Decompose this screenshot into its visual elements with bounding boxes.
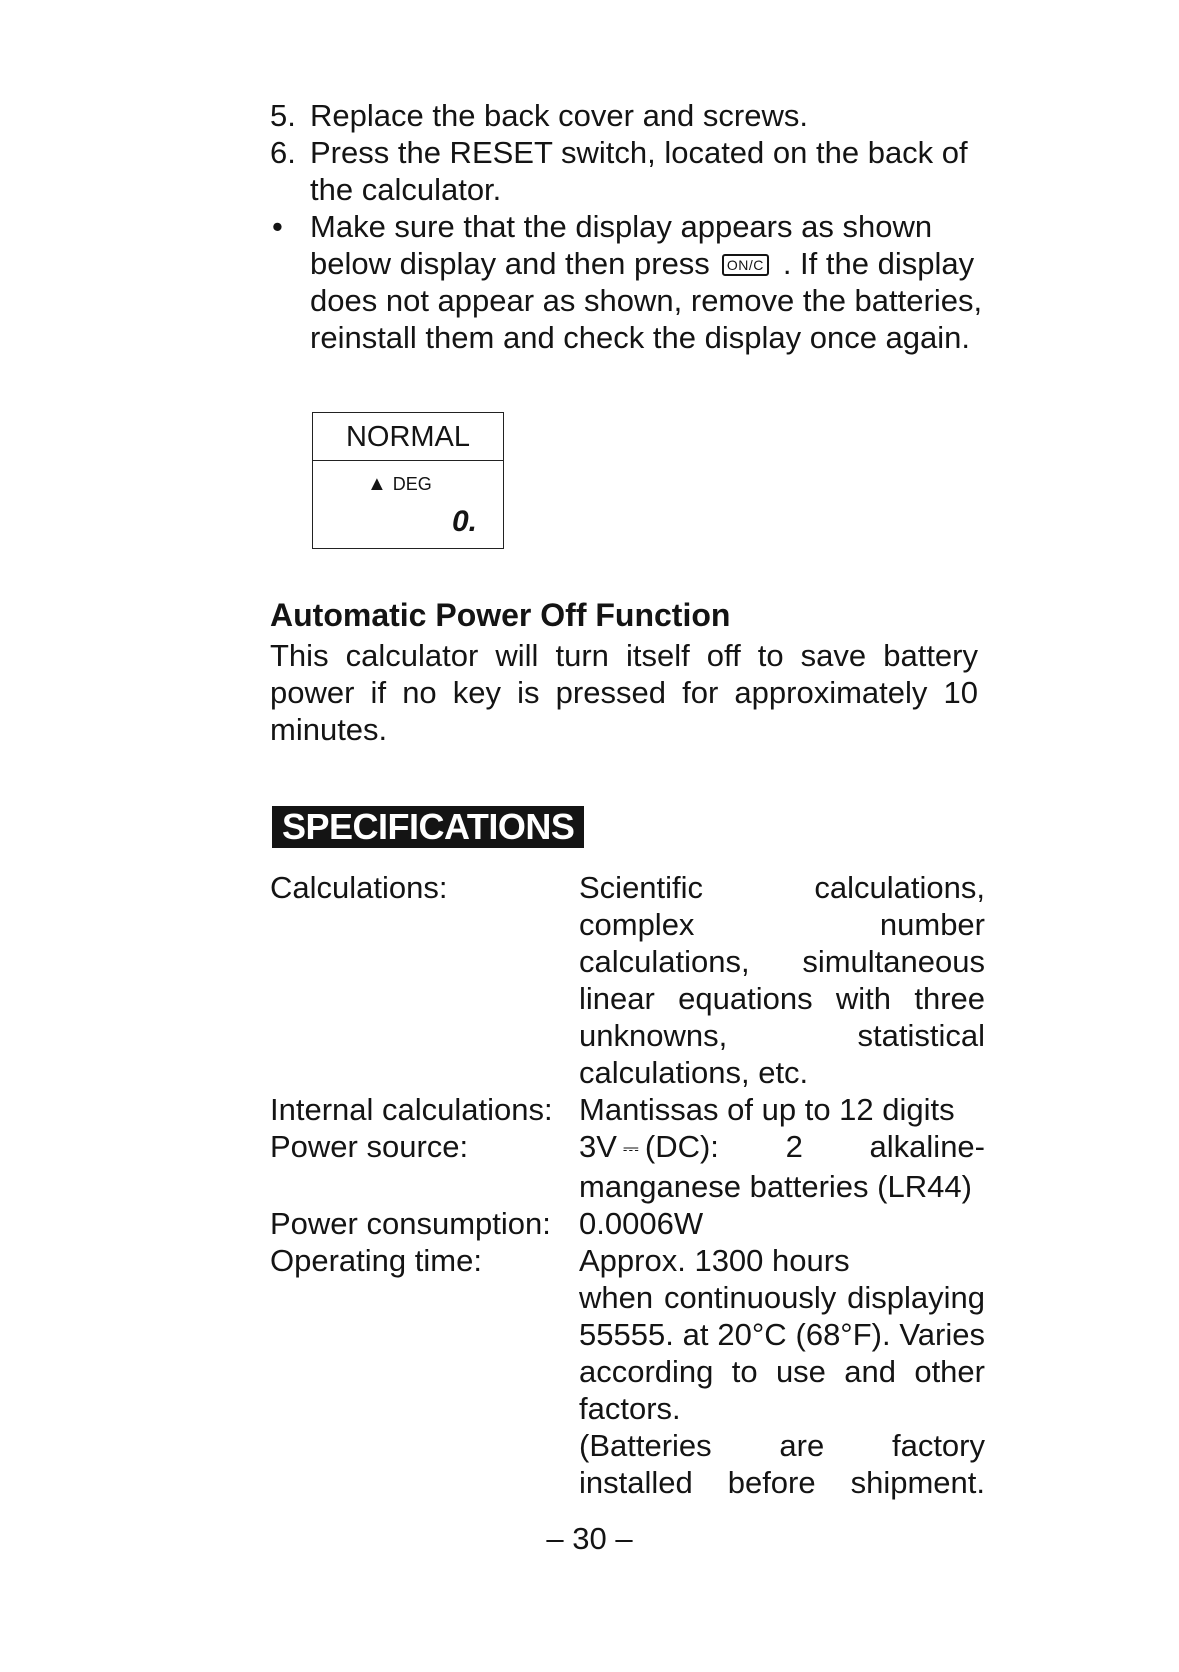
spec-row-operating-time (270, 1242, 985, 1501)
triangle-indicator-icon: ▲ (367, 473, 387, 495)
step-6 (270, 134, 985, 208)
spec-row-calculations (270, 869, 985, 1091)
bullet-marker: • (272, 209, 283, 244)
step-6-number: 6. (270, 135, 296, 170)
display-mode-label: NORMAL (313, 413, 503, 461)
spec-label: Power consumption: (270, 1206, 551, 1241)
spec-row-internal-calculations (270, 1091, 985, 1128)
spec-row-power-consumption (270, 1205, 985, 1242)
spec-value (579, 1128, 985, 1205)
deg-indicator-label: DEG (392, 474, 432, 494)
step-5-text: Replace the back cover and screws. (310, 98, 808, 133)
bullet-display-check (270, 208, 985, 356)
step-5-number: 5. (270, 98, 296, 133)
operating-time-value: Approx. 1300 hours (579, 1243, 850, 1278)
calculator-display-illustration (312, 412, 504, 549)
power-source-detail: (DC): 2 alkaline-manganese batteries (LR44) (579, 1129, 985, 1204)
spec-label: Power source: (270, 1129, 469, 1164)
display-value: 0. (451, 505, 477, 538)
spec-row-power-source (270, 1128, 985, 1205)
on-c-key-icon: ON/C (722, 254, 769, 276)
bullet-text (310, 208, 985, 356)
spec-value: Scientific calculations, complex number calculations, simultaneous linear equations with three unknowns, statistical calculations, etc. (579, 870, 985, 1090)
spec-value: 0.0006W (579, 1206, 704, 1241)
dc-current-icon: ⎓ (622, 1138, 639, 1160)
bullet-text-before: Make sure that the display appears as shown below display and then press (310, 209, 933, 281)
display-indicator (367, 473, 432, 495)
spec-value (579, 1242, 985, 1501)
specifications-table (270, 869, 985, 1501)
step-6-text: Press the RESET switch, located on the back of the calculator. (310, 135, 968, 207)
spec-label: Calculations: (270, 870, 448, 905)
auto-power-off-body: This calculator will turn itself off to save battery power if no key is pressed for approximately 10 minutes. (270, 638, 978, 747)
auto-power-off-heading: Automatic Power Off Function (270, 597, 731, 633)
page-number: – 30 – (546, 1521, 633, 1556)
operating-time-detail: when continuously displaying 55555. at 20°C (68°F). Varies according to use and other factors. (579, 1280, 985, 1426)
specifications-heading: SPECIFICATIONS (272, 806, 584, 848)
spec-label: Internal calculations: (270, 1092, 553, 1127)
spec-value: Mantissas of up to 12 digits (579, 1092, 955, 1127)
instruction-steps (270, 97, 985, 356)
bullet-text-after: . If the display does not appear as shown, remove the batteries, reinstall them and check the display once again. (310, 246, 983, 355)
operating-time-note: (Batteries are factory installed before shipment. (579, 1428, 985, 1500)
spec-label: Operating time: (270, 1243, 482, 1278)
voltage-value: 3V (579, 1129, 617, 1164)
step-5 (270, 97, 985, 134)
